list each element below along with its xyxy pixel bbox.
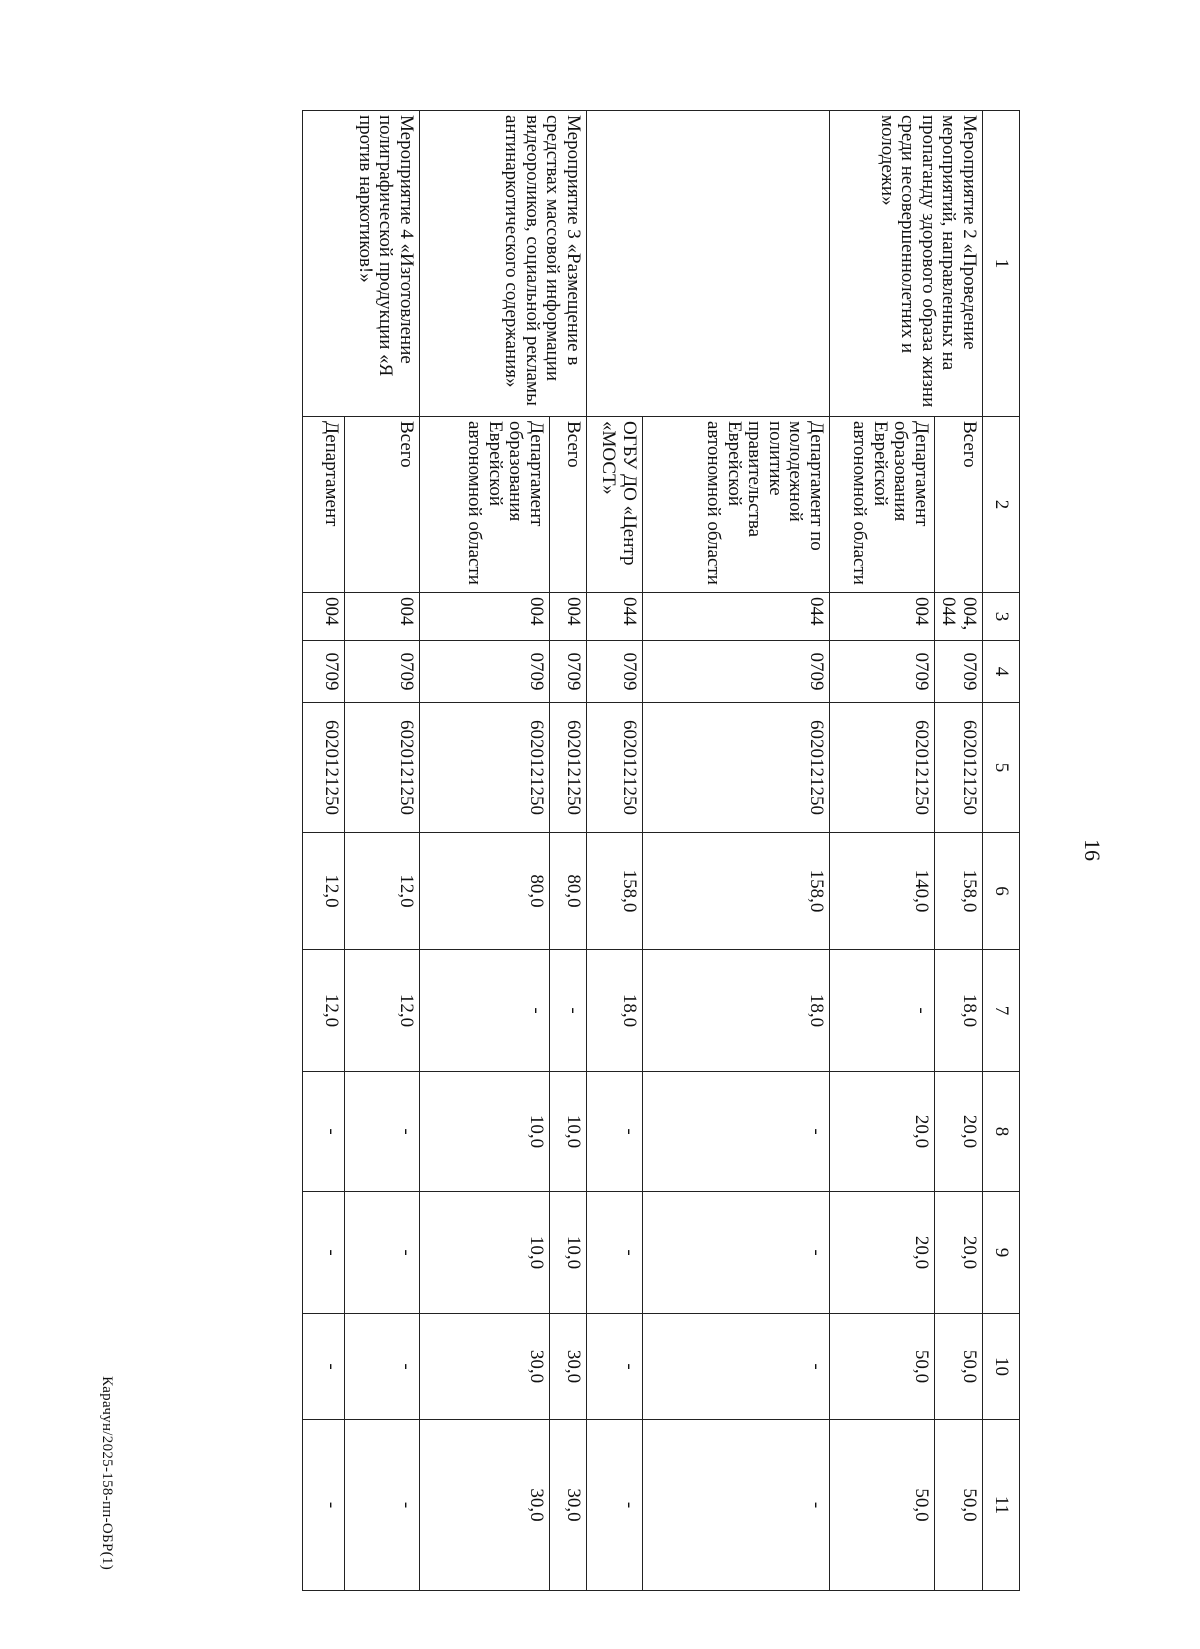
value-cell: - (642, 1192, 829, 1314)
code-cell: 004 (549, 593, 586, 641)
value-cell: 80,0 (419, 833, 549, 950)
section-cell: 0709 (829, 641, 934, 703)
table-row (549, 111, 586, 1591)
value-cell: - (302, 1314, 344, 1420)
executor-cell: Департамент образования Еврейской автономной области (829, 417, 934, 593)
table-row (934, 111, 982, 1591)
column-number: 9 (983, 1192, 1020, 1314)
executor-cell: Департамент по молодежной политике правительства Еврейской автономной области (642, 417, 829, 593)
section-cell: 0709 (934, 641, 982, 703)
column-number: 11 (983, 1420, 1020, 1591)
value-cell: - (642, 1420, 829, 1591)
value-cell: - (344, 1072, 419, 1192)
value-cell: - (586, 1072, 642, 1192)
code-cell: 004 (344, 593, 419, 641)
target-article-cell: 6020121250 (344, 703, 419, 833)
value-cell: - (642, 1314, 829, 1420)
value-cell: - (419, 950, 549, 1072)
executor-cell: Всего (344, 417, 419, 593)
table-row (642, 111, 829, 1591)
value-cell: 30,0 (419, 1314, 549, 1420)
value-cell: 50,0 (934, 1420, 982, 1591)
value-cell: 30,0 (419, 1420, 549, 1591)
activity-cell: Мероприятие 3 «Размещение в средствах массовой информации видеороликов, социальной рекламы антинаркотического содержания» (419, 111, 586, 417)
code-cell: 004 (829, 593, 934, 641)
value-cell: 10,0 (419, 1192, 549, 1314)
value-cell: - (586, 1192, 642, 1314)
value-cell: 20,0 (934, 1072, 982, 1192)
value-cell: 12,0 (302, 950, 344, 1072)
value-cell: 158,0 (934, 833, 982, 950)
value-cell: - (302, 1072, 344, 1192)
budget-table (302, 110, 1020, 1591)
column-number-row (983, 111, 1020, 1591)
activity-cell: Мероприятие 4 «Изготовление полиграфической продукции «Я против наркотиков!» (302, 111, 419, 417)
target-article-cell: 6020121250 (934, 703, 982, 833)
value-cell: - (829, 950, 934, 1072)
value-cell: 12,0 (344, 950, 419, 1072)
column-number: 5 (983, 703, 1020, 833)
value-cell: 20,0 (829, 1072, 934, 1192)
value-cell: 80,0 (549, 833, 586, 950)
document-page (99, 110, 1105, 1590)
code-cell: 004 (302, 593, 344, 641)
executor-cell: Департамент (302, 417, 344, 593)
value-cell: 20,0 (829, 1192, 934, 1314)
value-cell: 30,0 (549, 1420, 586, 1591)
column-number: 2 (983, 417, 1020, 593)
executor-cell: Всего (549, 417, 586, 593)
target-article-cell: 6020121250 (642, 703, 829, 833)
code-cell: 044 (586, 593, 642, 641)
target-article-cell: 6020121250 (302, 703, 344, 833)
value-cell: 50,0 (829, 1420, 934, 1591)
column-number: 6 (983, 833, 1020, 950)
target-article-cell: 6020121250 (586, 703, 642, 833)
value-cell: 10,0 (549, 1192, 586, 1314)
column-number: 7 (983, 950, 1020, 1072)
value-cell: - (302, 1420, 344, 1591)
value-cell: - (549, 950, 586, 1072)
section-cell: 0709 (642, 641, 829, 703)
empty-cell (586, 111, 829, 417)
value-cell: - (344, 1420, 419, 1591)
column-number: 4 (983, 641, 1020, 703)
code-cell: 044 (642, 593, 829, 641)
target-article-cell: 6020121250 (829, 703, 934, 833)
section-cell: 0709 (419, 641, 549, 703)
page-number: 16 (1080, 839, 1105, 861)
target-article-cell: 6020121250 (419, 703, 549, 833)
value-cell: - (586, 1420, 642, 1591)
column-number: 10 (983, 1314, 1020, 1420)
section-cell: 0709 (549, 641, 586, 703)
value-cell: - (344, 1192, 419, 1314)
value-cell: 50,0 (829, 1314, 934, 1420)
target-article-cell: 6020121250 (549, 703, 586, 833)
value-cell: 10,0 (419, 1072, 549, 1192)
executor-cell: Всего (934, 417, 982, 593)
section-cell: 0709 (586, 641, 642, 703)
value-cell: 12,0 (302, 833, 344, 950)
code-cell: 004, 044 (934, 593, 982, 641)
value-cell: 158,0 (642, 833, 829, 950)
table-row (344, 111, 419, 1591)
value-cell: 12,0 (344, 833, 419, 950)
value-cell: 18,0 (642, 950, 829, 1072)
value-cell: 158,0 (586, 833, 642, 950)
column-number: 3 (983, 593, 1020, 641)
value-cell: 140,0 (829, 833, 934, 950)
code-cell: 004 (419, 593, 549, 641)
value-cell: 30,0 (549, 1314, 586, 1420)
section-cell: 0709 (302, 641, 344, 703)
value-cell: 18,0 (934, 950, 982, 1072)
value-cell: - (344, 1314, 419, 1420)
value-cell: - (642, 1072, 829, 1192)
value-cell: 10,0 (549, 1072, 586, 1192)
value-cell: - (586, 1314, 642, 1420)
activity-cell: Мероприятие 2 «Проведение мероприятий, направленных на пропаганду здорового образа жизни среди несовершеннолетних и молодежи» (829, 111, 982, 417)
value-cell: - (302, 1192, 344, 1314)
section-cell: 0709 (344, 641, 419, 703)
executor-cell: ОГБУ ДО «Центр «МОСТ» (586, 417, 642, 593)
column-number: 1 (983, 111, 1020, 417)
document-reference: Карачун/2025-158-пп-ОБР(1) (99, 1376, 115, 1570)
executor-cell: Департамент образования Еврейской автономной области (419, 417, 549, 593)
value-cell: 20,0 (934, 1192, 982, 1314)
column-number: 8 (983, 1072, 1020, 1192)
value-cell: 50,0 (934, 1314, 982, 1420)
value-cell: 18,0 (586, 950, 642, 1072)
